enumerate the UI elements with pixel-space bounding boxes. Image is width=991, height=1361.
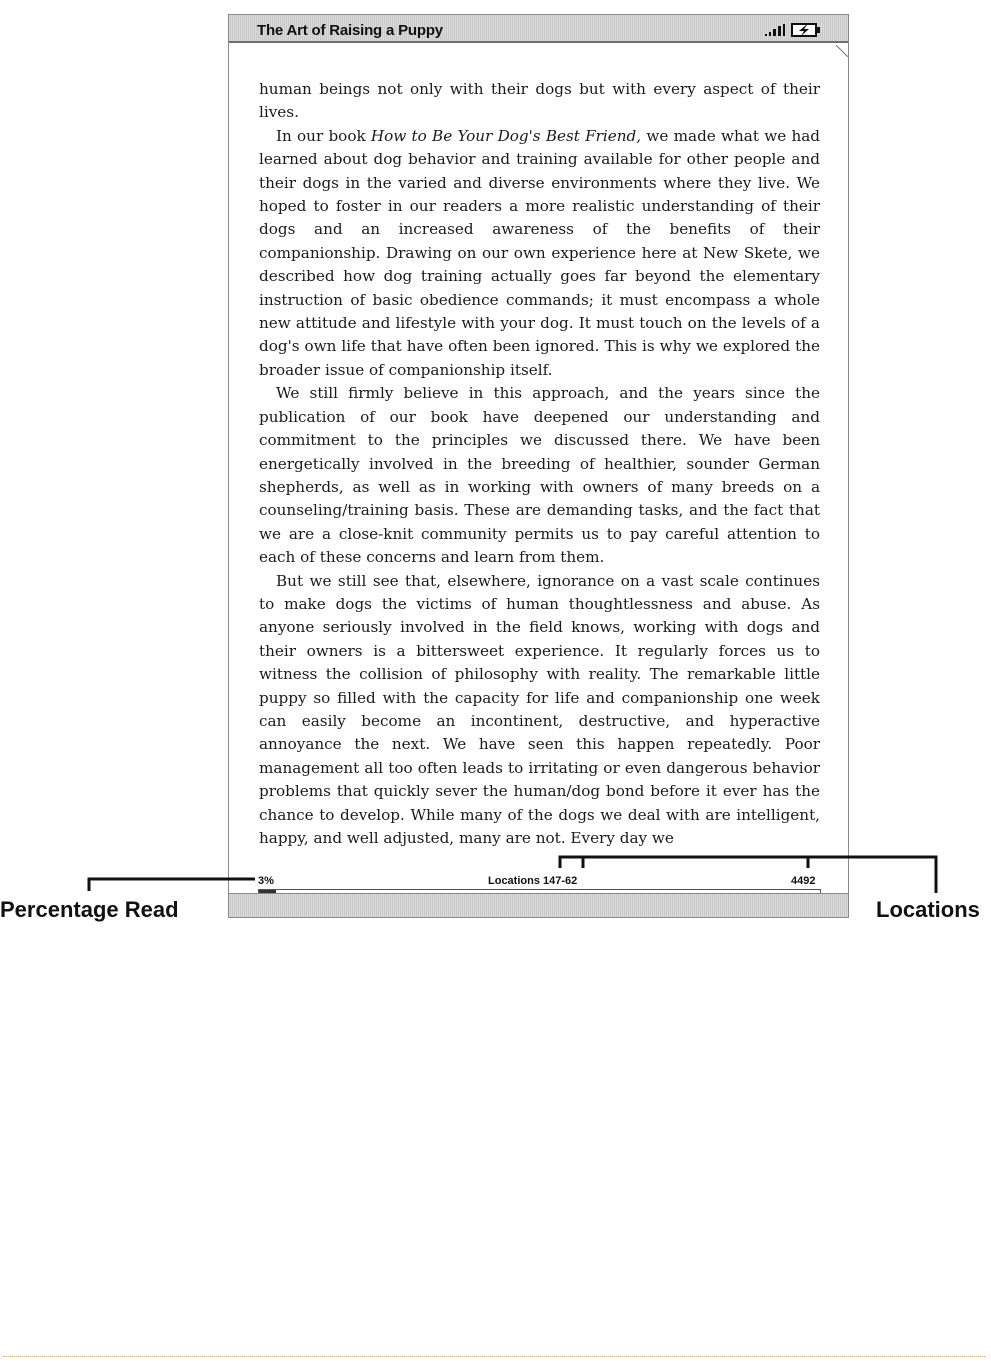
paragraph: We still firmly believe in this approach, and the years since the publication of our book have deepened our understanding and commitment to the principles we discussed there. We have been energetically involved in the breeding of healthier, sounder German shepherds, as well as in working with owners of many breeds on a counseling/training basis. These are demanding tasks, and the fact that we are a close-knit community permits us to pay careful attention to each of these concerns and learn from them.: [259, 384, 820, 567]
locations-callout-line: [560, 857, 936, 893]
locations-range: Locations 147-62: [488, 875, 578, 887]
percentage-read: 3%: [258, 875, 274, 887]
callout-percentage-read: Percentage Read: [0, 897, 179, 922]
callout-locations: Locations: [876, 897, 980, 922]
book-title: The Art of Raising a Puppy: [257, 22, 443, 39]
total-locations: 4492: [791, 875, 816, 887]
paragraph: In our book How to Be Your Dog's Best Friend, we made what we had learned about dog behavior and training available for other people and their dogs in the varied and diverse environments where they live. We hoped to foster in our readers a more realistic understanding of their dogs and an increased awareness of the benefits of their companionship. Drawing on our own experience here at New Skete, we described how dog training actually goes far beyond the elementary instruction of basic obedience commands; it must encompass a whole new attitude and lifestyle with your dog. It must touch on the levels of a dog's own life that have often been ignored. This is why we explored the broader issue of companionship itself.: [259, 126, 821, 379]
paragraph: human beings not only with their dogs but with every aspect of their lives.: [259, 80, 820, 122]
divider: [3, 1356, 985, 1357]
paragraph: But we still see that, elsewhere, ignorance on a vast scale continues to make dogs the victims of human thoughtlessness and abuse. As anyone seriously involved in the field knows, working with dogs and their owners is a bittersweet experience. It regularly forces us to witness the collision of philosophy with reality. The remarkable little puppy so filled with the capacity for life and companionship one week can easily become an incontinent, destructive, and hyperactive annoyance the next. We have seen this happen repeatedly. Poor management all too often leads to irritating or even dangerous behavior problems that quickly sever the human/dog bond before it ever has the chance to develop. While many of the dogs we deal with are intelligent, happy, and well adjusted, many are not. Every day we: [259, 571, 820, 847]
percentage-callout-line: [89, 879, 255, 891]
